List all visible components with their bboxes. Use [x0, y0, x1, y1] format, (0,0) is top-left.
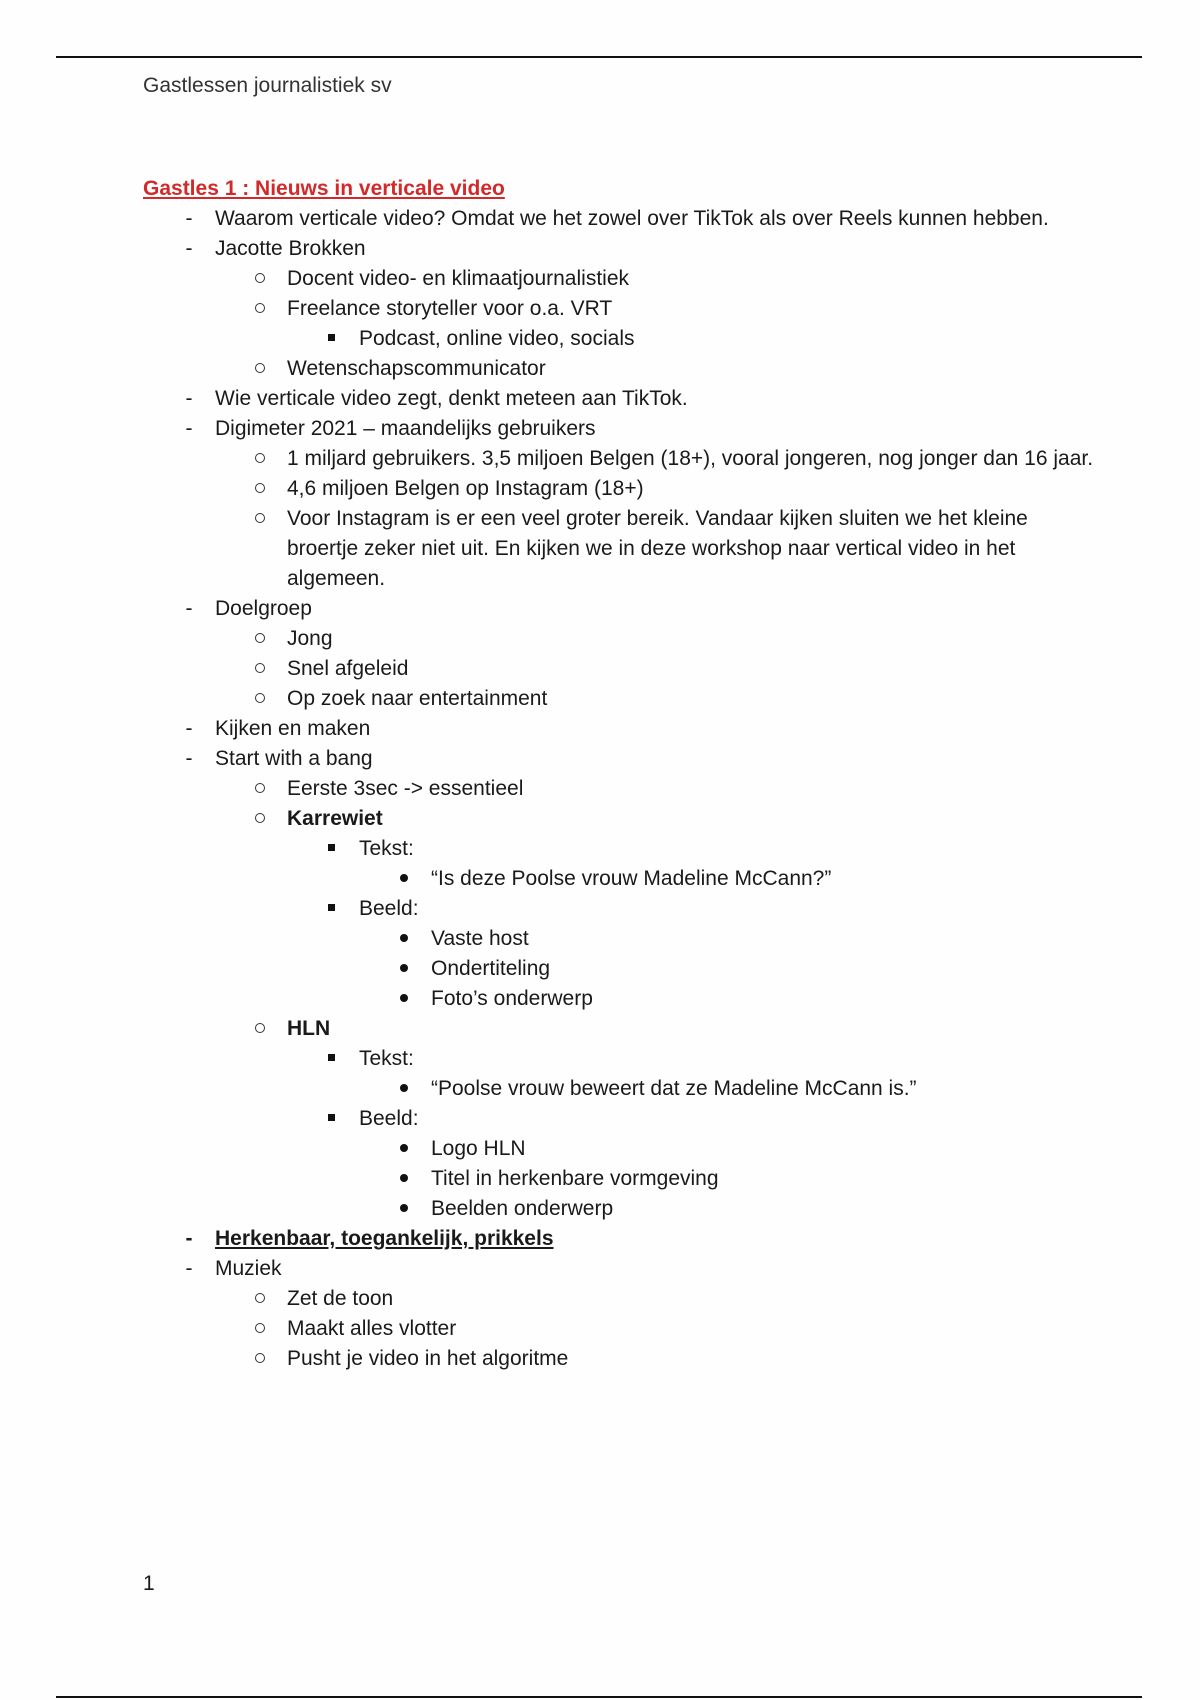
list-item: Voor Instagram is er een veel groter bereik. Vandaar kijken sluiten we het kleine broertje zeker niet uit. En kijken we in deze workshop naar vertical video in het algemeen. — [143, 504, 1103, 594]
circle-bullet — [250, 474, 270, 504]
list-item: Wetenschapscommunicator — [143, 354, 1103, 384]
list-item: - Waarom verticale video? Omdat we het zowel over TikTok als over Reels kunnen hebben. — [143, 204, 1103, 234]
circle-bullet — [250, 624, 270, 654]
circle-bullet — [250, 1314, 270, 1344]
list-item: Tekst: — [143, 1044, 1103, 1074]
list-item: Foto’s onderwerp — [143, 984, 1103, 1014]
list-item: “Poolse vrouw beweert dat ze Madeline McCann is.” — [143, 1074, 1103, 1104]
square-bullet — [321, 324, 341, 354]
list-item: 1 miljard gebruikers. 3,5 miljoen Belgen (18+), vooral jongeren, nog jonger dan 16 jaar. — [143, 444, 1103, 474]
dash-bullet: - — [185, 237, 193, 260]
list-item: Karrewiet — [143, 804, 1103, 834]
list-item: “Is deze Poolse vrouw Madeline McCann?” — [143, 864, 1103, 894]
circle-bullet — [250, 1014, 270, 1044]
dot-bullet — [394, 1164, 414, 1194]
list-item: - Wie verticale video zegt, denkt meteen aan TikTok. — [143, 384, 1103, 414]
dot-bullet — [394, 1074, 414, 1104]
list-item: Titel in herkenbare vormgeving — [143, 1164, 1103, 1194]
list-item: Maakt alles vlotter — [143, 1314, 1103, 1344]
list-item: 4,6 miljoen Belgen op Instagram (18+) — [143, 474, 1103, 504]
dot-bullet — [394, 984, 414, 1014]
square-bullet — [321, 1104, 341, 1134]
footer-rule — [56, 1696, 1142, 1698]
circle-bullet — [250, 444, 270, 474]
dot-bullet — [394, 924, 414, 954]
circle-bullet — [250, 354, 270, 384]
circle-bullet — [250, 684, 270, 714]
list-item: Freelance storyteller voor o.a. VRT — [143, 294, 1103, 324]
circle-bullet — [250, 804, 270, 834]
list-item: - Start with a bang — [143, 744, 1103, 774]
square-bullet — [321, 1044, 341, 1074]
dash-bullet: - — [185, 207, 193, 230]
header-rule — [56, 56, 1142, 58]
circle-bullet — [250, 1344, 270, 1374]
dash-bullet: - — [185, 747, 193, 770]
section-heading: Gastles 1 : Nieuws in verticale video — [143, 177, 505, 200]
dash-bullet: - — [185, 1257, 193, 1280]
dot-bullet — [394, 1134, 414, 1164]
list-item: - Jacotte Brokken — [143, 234, 1103, 264]
circle-bullet — [250, 264, 270, 294]
list-item: - Muziek — [143, 1254, 1103, 1284]
page-number: 1 — [143, 1572, 155, 1595]
dot-bullet — [394, 1194, 414, 1224]
dash-bullet: - — [185, 1227, 193, 1250]
list-item: Eerste 3sec -> essentieel — [143, 774, 1103, 804]
dash-bullet: - — [185, 387, 193, 410]
list-item: - Herkenbaar, toegankelijk, prikkels — [143, 1224, 1103, 1254]
list-item: Jong — [143, 624, 1103, 654]
circle-bullet — [250, 774, 270, 804]
circle-bullet — [250, 294, 270, 324]
list-item: Snel afgeleid — [143, 654, 1103, 684]
list-item: Zet de toon — [143, 1284, 1103, 1314]
square-bullet — [321, 834, 341, 864]
list-item: Logo HLN — [143, 1134, 1103, 1164]
list-item: Podcast, online video, socials — [143, 324, 1103, 354]
list-item: Beeld: — [143, 1104, 1103, 1134]
circle-bullet — [250, 654, 270, 684]
document-body — [143, 174, 1103, 1374]
list-item: Ondertiteling — [143, 954, 1103, 984]
list-item: - Doelgroep — [143, 594, 1103, 624]
list-item: Beelden onderwerp — [143, 1194, 1103, 1224]
list-item: Beeld: — [143, 894, 1103, 924]
list-item: Vaste host — [143, 924, 1103, 954]
document-header: Gastlessen journalistiek sv — [143, 74, 392, 97]
list-item: HLN — [143, 1014, 1103, 1044]
dot-bullet — [394, 954, 414, 984]
dot-bullet — [394, 864, 414, 894]
list-item: Tekst: — [143, 834, 1103, 864]
dash-bullet: - — [185, 417, 193, 440]
list-item: - Digimeter 2021 – maandelijks gebruikers — [143, 414, 1103, 444]
square-bullet — [321, 894, 341, 924]
list-item: - Kijken en maken — [143, 714, 1103, 744]
dash-bullet: - — [185, 597, 193, 620]
circle-bullet — [250, 1284, 270, 1314]
circle-bullet — [250, 504, 270, 534]
list-item: Docent video- en klimaatjournalistiek — [143, 264, 1103, 294]
list-item: Op zoek naar entertainment — [143, 684, 1103, 714]
list-item: Pusht je video in het algoritme — [143, 1344, 1103, 1374]
dash-bullet: - — [185, 717, 193, 740]
